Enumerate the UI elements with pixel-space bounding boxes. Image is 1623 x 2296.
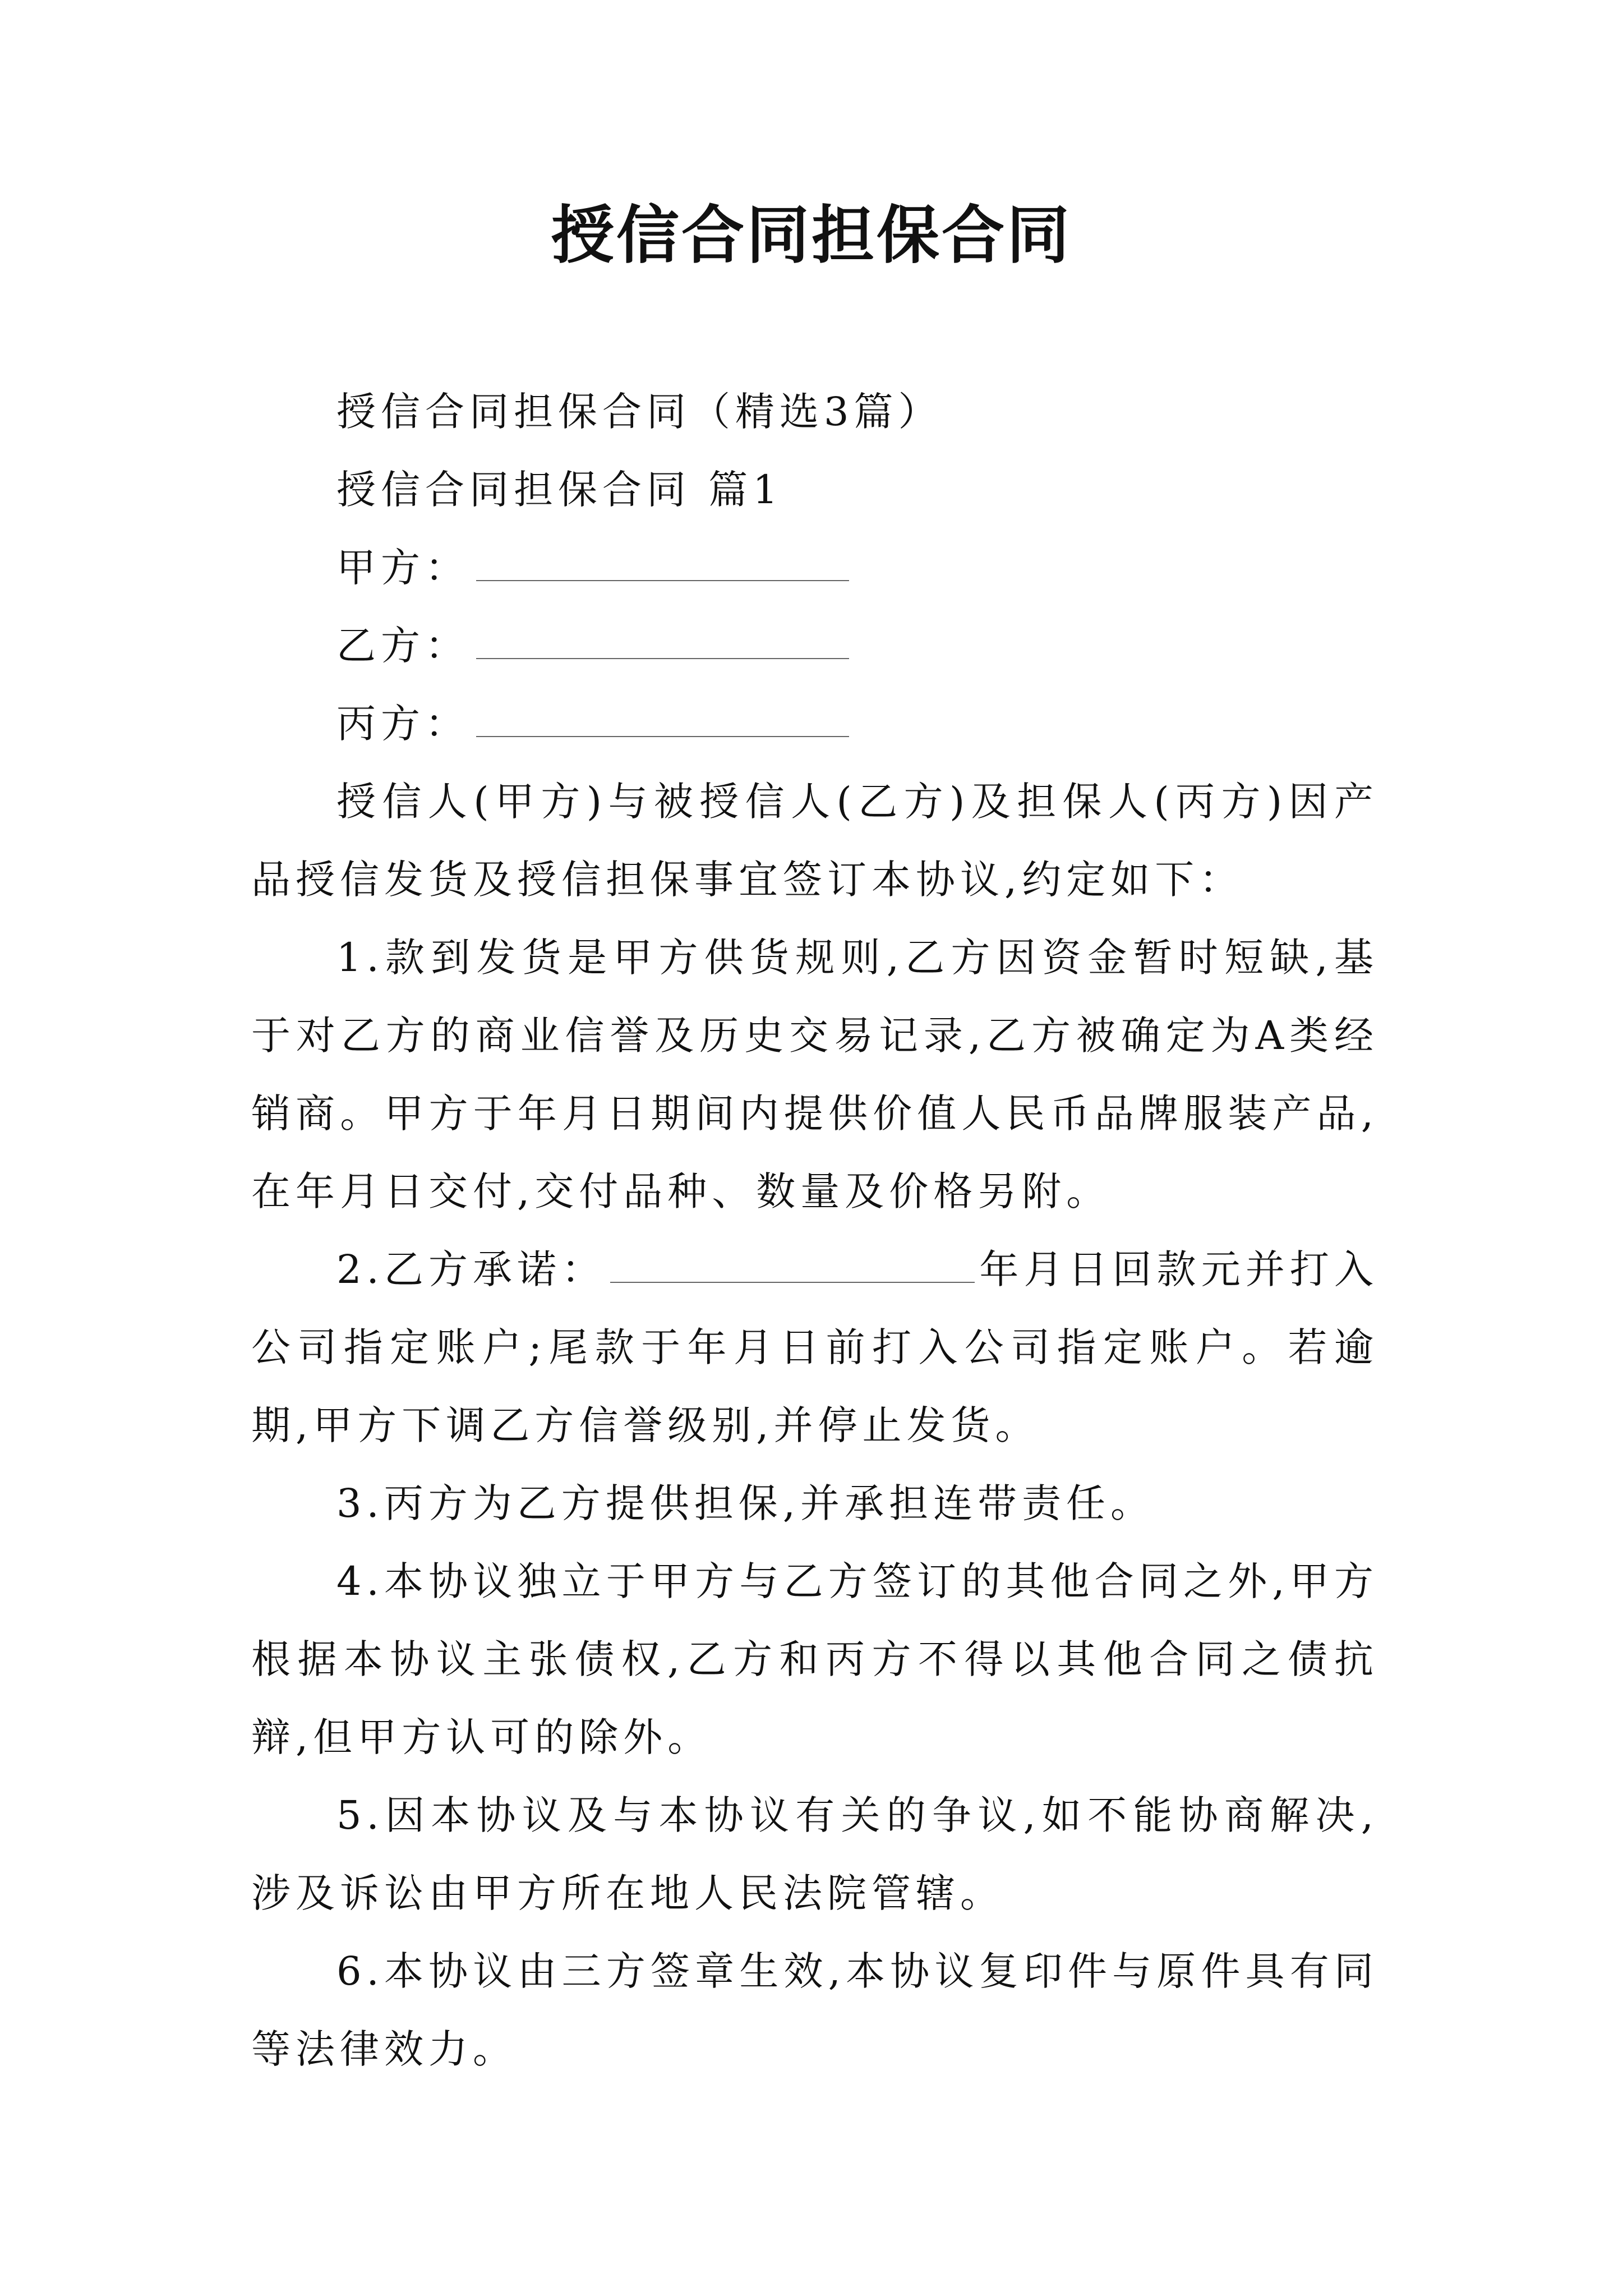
party-b-row: [251, 607, 1378, 685]
clause-5: 5.因本协议及与本协议有关的争议,如不能协商解决,涉及诉讼由甲方所在地人民法院管辖。: [251, 1792, 1378, 1916]
clause-3: 3.丙方为乙方提供担保,并承担连带责任。: [336, 1480, 1155, 1526]
section-heading: 授信合同担保合同 篇1: [336, 467, 783, 513]
party-a-label: 甲方：: [336, 545, 469, 591]
document-subtitle: 授信合同担保合同（精选3篇）: [336, 389, 943, 435]
clause-6: 6.本协议由三方签章生效,本协议复印件与原件具有同等法律效力。: [251, 1948, 1378, 2072]
party-a-row: [251, 529, 1378, 607]
clause-2-rest: 年月日回款元并打入公司指定账户;尾款于年月日前打入公司指定账户。若逾期,甲方下调乙方信誉级别,并停止发货。: [251, 1246, 1379, 1448]
party-c-row: [251, 685, 1378, 763]
document-title: 授信合同担保合同: [551, 199, 1072, 272]
party-c-label: 丙方：: [336, 701, 469, 747]
clause-1: 1.款到发货是甲方供货规则,乙方因资金暂时短缺,基于对乙方的商业信誉及历史交易记录,乙方被确定为A类经销商。甲方于年月日期间内提供价值人民币品牌服装产品,在年月日交付,交付品种、数量及价格另附。: [251, 935, 1378, 1214]
clause-2-lead: 2.乙方承诺：: [336, 1246, 606, 1292]
party-c-blank: [476, 733, 849, 737]
document-body: [251, 373, 1378, 2088]
clause-4: 4.本协议独立于甲方与乙方签订的其他合同之外,甲方根据本协议主张债权,乙方和丙方不得以其他合同之债抗辩,但甲方认可的除外。: [251, 1558, 1378, 1760]
party-b-blank: [476, 655, 849, 659]
clause-2-blank: [610, 1278, 975, 1283]
intro-paragraph: 授信人(甲方)与被授信人(乙方)及担保人(丙方)因产品授信发货及授信担保事宜签订本协议,约定如下：: [251, 779, 1378, 903]
party-a-blank: [476, 577, 849, 581]
clause-2: [251, 1231, 1378, 1465]
party-b-label: 乙方：: [336, 623, 469, 669]
